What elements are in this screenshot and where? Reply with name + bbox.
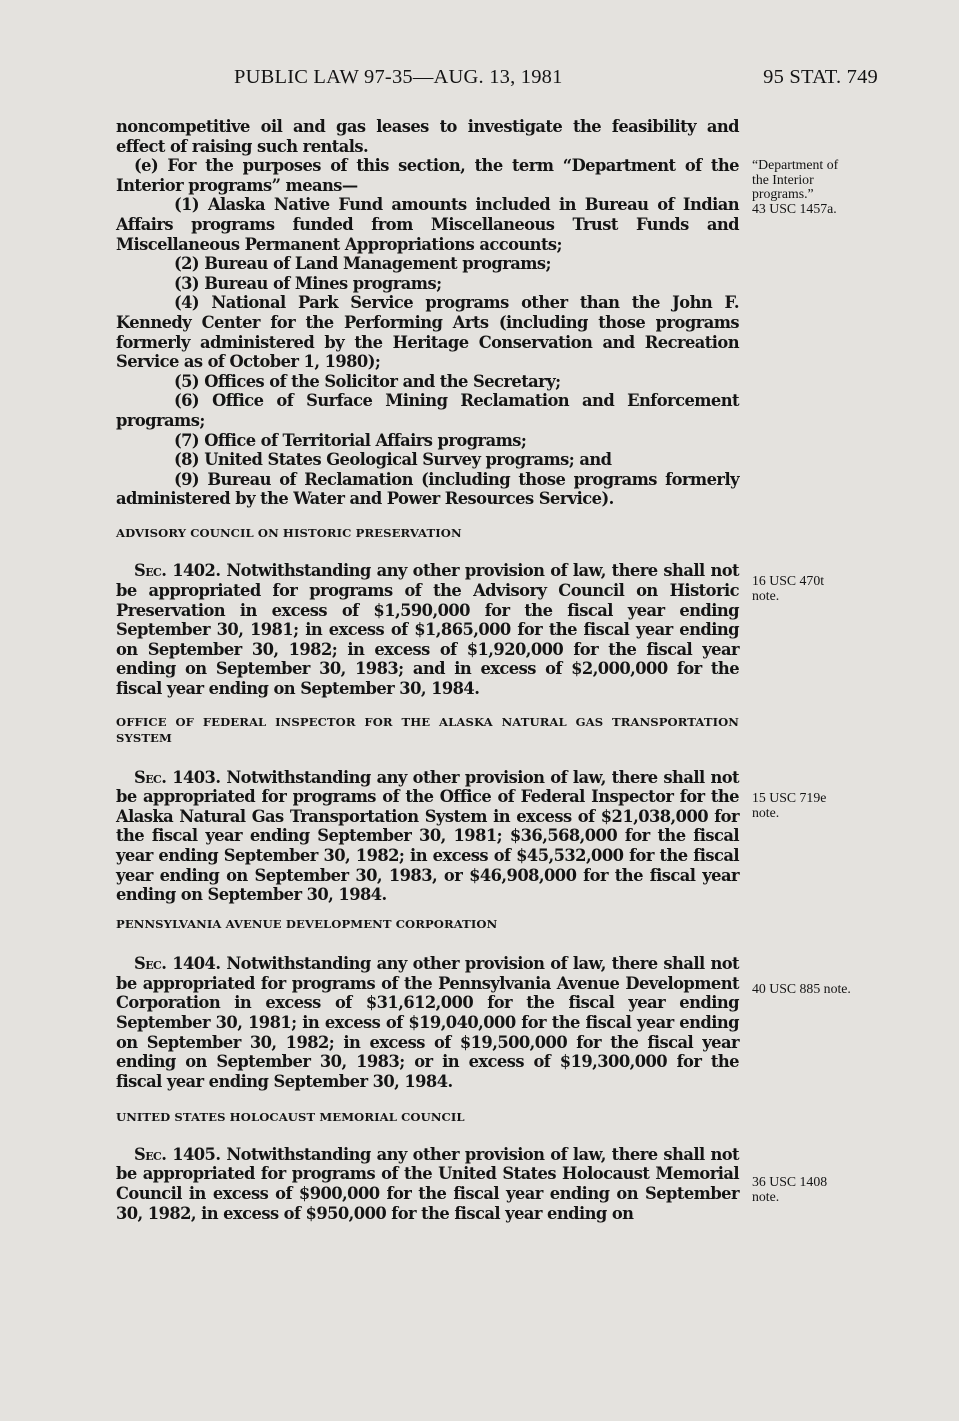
sidenote-line: 16 USC 470t <box>752 573 825 588</box>
sidenote-line: note. <box>752 804 780 820</box>
sidenote-citation <box>752 574 882 603</box>
sidenote-line: 40 USC 885 note. <box>752 981 851 996</box>
sidenote-line: note. <box>752 587 780 603</box>
list-item: (3) Bureau of Mines programs; <box>174 273 442 293</box>
subsection-e: (e) For the purposes of this section, the term “Department of the Interior programs” means— <box>116 156 739 195</box>
sidenote-line: note. <box>752 1188 780 1204</box>
sidenote-citation <box>752 982 882 997</box>
sidenote-line: 15 USC 719e <box>752 790 827 805</box>
sidenote-definition <box>752 158 882 216</box>
continued-paragraph: noncompetitive oil and gas leases to investigate the feasibility and effect of raising such rentals. <box>116 117 739 156</box>
list-item: (2) Bureau of Land Management programs; <box>174 254 552 274</box>
list-item: (1) Alaska Native Fund amounts included in Bureau of Indian Affairs programs funded from Miscellaneous Trust Funds and Miscellaneous Permanent Appropriations accounts; <box>116 195 739 254</box>
sidenote-line: the Interior <box>752 171 814 187</box>
section-text: Notwithstanding any other provision of law, there shall not be appropriated for programs of the Advisory Council on Historic Preservation in excess of $1,590,000 for the fiscal year ending September 30, 1981; in excess of $1,865,000 for the fiscal year ending on September 30, 1982; in excess of $1,920,000 for the fiscal year ending on September 30, 1983; and in excess of $2,000,000 for the fiscal year ending on September 30, 1984. <box>116 561 740 698</box>
sidenote-line: 43 USC 1457a. <box>752 200 837 216</box>
section-number: Sec. 1402. <box>134 561 221 581</box>
section-paragraph <box>116 954 739 1091</box>
section-heading: ADVISORY COUNCIL ON HISTORIC PRESERVATION <box>116 525 462 540</box>
sidenote-line: programs.” <box>752 186 814 201</box>
section-paragraph <box>116 561 739 698</box>
statute-body <box>116 117 739 1223</box>
page-header <box>116 66 878 96</box>
section-paragraph <box>116 1145 739 1223</box>
sidenote-citation <box>752 1175 882 1204</box>
section-text: Notwithstanding any other provision of law, there shall not be appropriated for programs of the Office of Federal Inspector for the Alaska Natural Gas Transportation System in excess of $21,038,000 for the fiscal year ending September 30, 1981; $36,568,000 for the fiscal year ending September 30, 1982; in excess of $45,532,000 for the fiscal year ending on September 30, 1983, or $46,908,000 for the fiscal year ending on September 30, 1984. <box>116 767 740 905</box>
sidenote-citation <box>752 791 882 820</box>
list-item: (5) Offices of the Solicitor and the Secretary; <box>174 371 561 391</box>
list-item: (7) Office of Territorial Affairs programs; <box>174 430 527 450</box>
list-item: (8) United States Geological Survey programs; and <box>174 450 612 470</box>
sidenote-line: 36 USC 1408 <box>752 1174 828 1189</box>
section-number: Sec. 1405. <box>134 1144 221 1164</box>
section-heading: UNITED STATES HOLOCAUST MEMORIAL COUNCIL <box>116 1110 465 1125</box>
stat-page-number: 95 STAT. 749 <box>763 66 878 88</box>
section-number: Sec. 1403. <box>134 767 221 787</box>
sidenote-line: “Department of <box>752 157 839 172</box>
section-heading: OFFICE OF FEDERAL INSPECTOR FOR THE ALASKA NATURAL GAS TRANSPORTATION SYSTEM <box>116 714 739 746</box>
list-item: (4) National Park Service programs other than the John F. Kennedy Center for the Performing Arts (including those programs formerly administered by the Heritage Conservation and Recreation Service as of October 1, 1980); <box>116 293 739 372</box>
section-text: Notwithstanding any other provision of law, there shall not be appropriated for programs of the Pennsylvania Avenue Development Corporation in excess of $31,612,000 for the fiscal year ending September 30, 1981; in excess of $19,040,000 for the fiscal year ending on September 30, 1982; in excess of $19,500,000 for the fiscal year ending on September 30, 1983; or in excess of $19,300,000 for the fiscal year ending September 30, 1984. <box>116 954 740 1091</box>
list-item: (6) Office of Surface Mining Reclamation and Enforcement programs; <box>116 391 739 430</box>
section-heading: PENNSYLVANIA AVENUE DEVELOPMENT CORPORATION <box>116 916 498 931</box>
section-paragraph <box>116 768 739 905</box>
list-item: (9) Bureau of Reclamation (including those programs formerly administered by the Water and Power Resources Service). <box>116 469 739 509</box>
section-text: Notwithstanding any other provision of law, there shall not be appropriated for programs of the United States Holocaust Memorial Council in excess of $900,000 for the fiscal year ending on September 30, 1982, in excess of $950,000 for the fiscal year ending on <box>116 1144 740 1223</box>
section-number: Sec. 1404. <box>134 954 221 974</box>
running-title: PUBLIC LAW 97-35—AUG. 13, 1981 <box>234 66 563 88</box>
